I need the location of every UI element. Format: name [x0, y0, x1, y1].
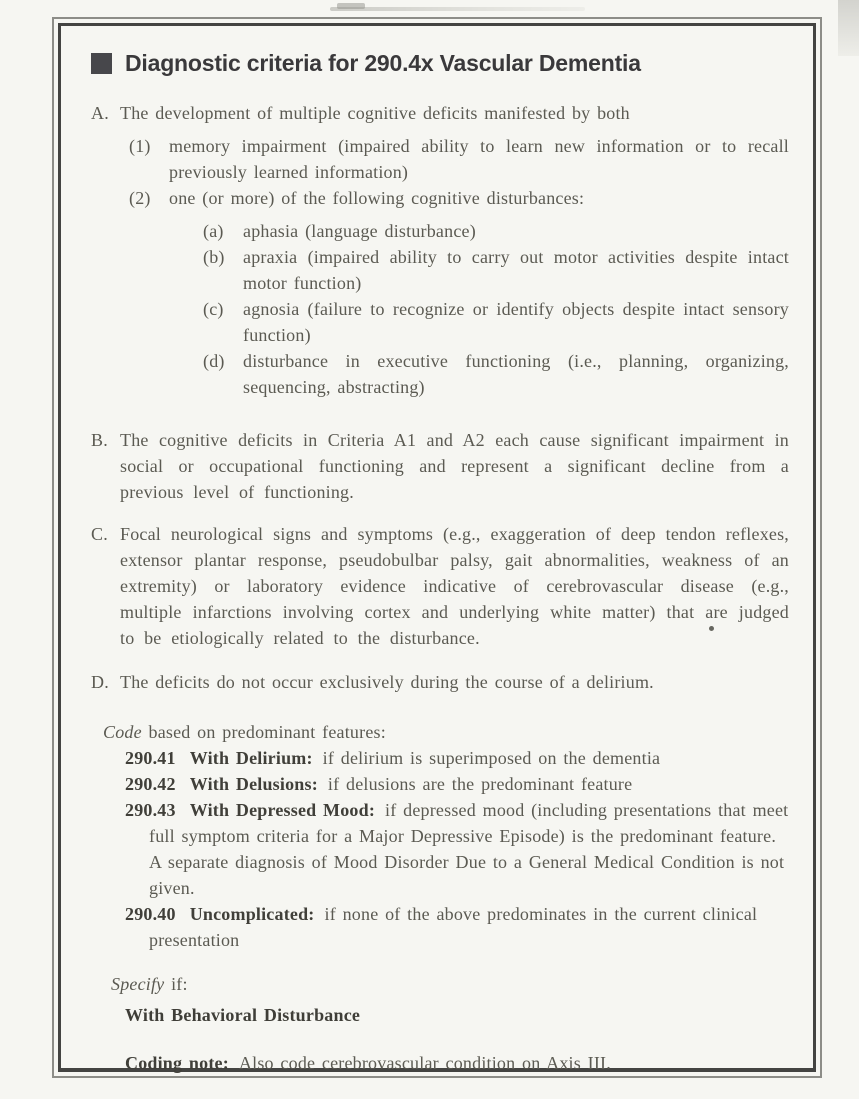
criterion-text: The cognitive deficits in Criteria A1 and A2 each cause significant impairment in social or occupational functioning and represent a significant decline from a previous level of functioning.: [120, 430, 789, 502]
criterion-label: C.: [91, 524, 108, 544]
criterion-a2-sublist: [91, 218, 789, 400]
code-item-290-41: [125, 745, 789, 771]
code-name: With Delirium:: [189, 748, 313, 768]
code-section-lead: [103, 719, 789, 745]
criterion-b: [91, 427, 789, 505]
code-item-290-43: [125, 797, 789, 901]
criterion-text: aphasia (language disturbance): [243, 221, 476, 241]
square-bullet-icon: [91, 53, 112, 74]
code-desc: if none of the above predominates in the current clinical presentation: [149, 904, 758, 950]
coding-note-label: Coding note:: [125, 1053, 229, 1073]
criterion-text: Focal neurological signs and symptoms (e.g., exaggeration of deep tendon reflexes, extensor plantar response, pseudobulbar palsy, gait abnormalities, weakness of an extremity) or laboratory evidence indicative of cerebrovascular disease (e.g., multiple infarctions involving cortex and underlying white matter) that are judged to be etiologically related to the disturbance.: [120, 524, 789, 648]
scan-smudge-dash: [337, 3, 365, 9]
code-desc: if delirium is superimposed on the dementia: [322, 748, 661, 768]
criterion-label: (c): [203, 299, 224, 319]
criterion-label: B.: [91, 430, 108, 450]
criterion-text: apraxia (impaired ability to carry out motor activities despite intact motor function): [243, 247, 789, 293]
criterion-text: one (or more) of the following cognitive disturbances:: [169, 188, 585, 208]
criterion-a2: [129, 185, 789, 211]
outer-frame: [52, 17, 822, 1078]
criterion-label: (1): [129, 136, 151, 156]
criterion-label: (a): [203, 221, 224, 241]
criteria-box: [61, 26, 813, 1073]
scan-smudge-streak: [330, 7, 585, 11]
code-item-290-42: [125, 771, 789, 797]
code-list: [125, 745, 789, 953]
coding-note-text: Also code cerebrovascular condition on Axis III.: [238, 1053, 611, 1073]
code-number: 290.43: [125, 800, 176, 820]
code-desc: if depressed mood (including presentations that meet full symptom criteria for a Major Depressive Episode) is the predominant feature. A separate diagnosis of Mood Disorder Due to a General Medical Condition is not given.: [149, 800, 789, 898]
code-name: Uncomplicated:: [189, 904, 315, 924]
criterion-text: memory impairment (impaired ability to learn new information or to recall previously learned information): [169, 136, 789, 182]
specify-lead-text: if:: [164, 974, 188, 994]
code-name: With Delusions:: [189, 774, 318, 794]
criterion-label: A.: [91, 103, 109, 123]
inner-frame: [58, 23, 816, 1072]
code-item-290-40: [125, 901, 789, 953]
criterion-c: [91, 521, 789, 651]
criterion-a1: [129, 133, 789, 185]
criterion-a-sublist: [91, 133, 789, 400]
criterion-a2c: [203, 296, 789, 348]
specify-lead-italic: Specify: [111, 974, 165, 994]
specify-option: With Behavioral Disturbance: [125, 1005, 361, 1025]
specify-lead: [111, 971, 789, 997]
code-name: With Depressed Mood:: [189, 800, 376, 820]
code-number: 290.40: [125, 904, 176, 924]
criterion-label: (2): [129, 188, 151, 208]
code-lead-italic: Code: [103, 722, 142, 742]
criterion-text: agnosia (failure to recognize or identify objects despite intact sensory function): [243, 299, 789, 345]
criterion-a2a: [203, 218, 789, 244]
page-title: Diagnostic criteria for 290.4x Vascular Dementia: [125, 50, 641, 76]
criterion-a2b: [203, 244, 789, 296]
criterion-text: disturbance in executive functioning (i.e., planning, organizing, sequencing, abstracting): [243, 351, 789, 397]
criterion-label: (d): [203, 351, 225, 371]
section-header: [91, 50, 789, 76]
criterion-d: [91, 669, 789, 695]
code-lead-text: based on predominant features:: [141, 722, 386, 742]
criterion-text: The development of multiple cognitive deficits manifested by both: [120, 103, 630, 123]
scan-corner-shadow: [838, 0, 859, 56]
criterion-label: (b): [203, 247, 225, 267]
coding-note: [125, 1050, 789, 1076]
criterion-label: D.: [91, 672, 109, 692]
criterion-text: The deficits do not occur exclusively during the course of a delirium.: [120, 672, 654, 692]
code-number: 290.42: [125, 774, 176, 794]
code-desc: if delusions are the predominant feature: [327, 774, 633, 794]
criterion-a: [91, 100, 789, 126]
code-number: 290.41: [125, 748, 176, 768]
criterion-a2d: [203, 348, 789, 400]
